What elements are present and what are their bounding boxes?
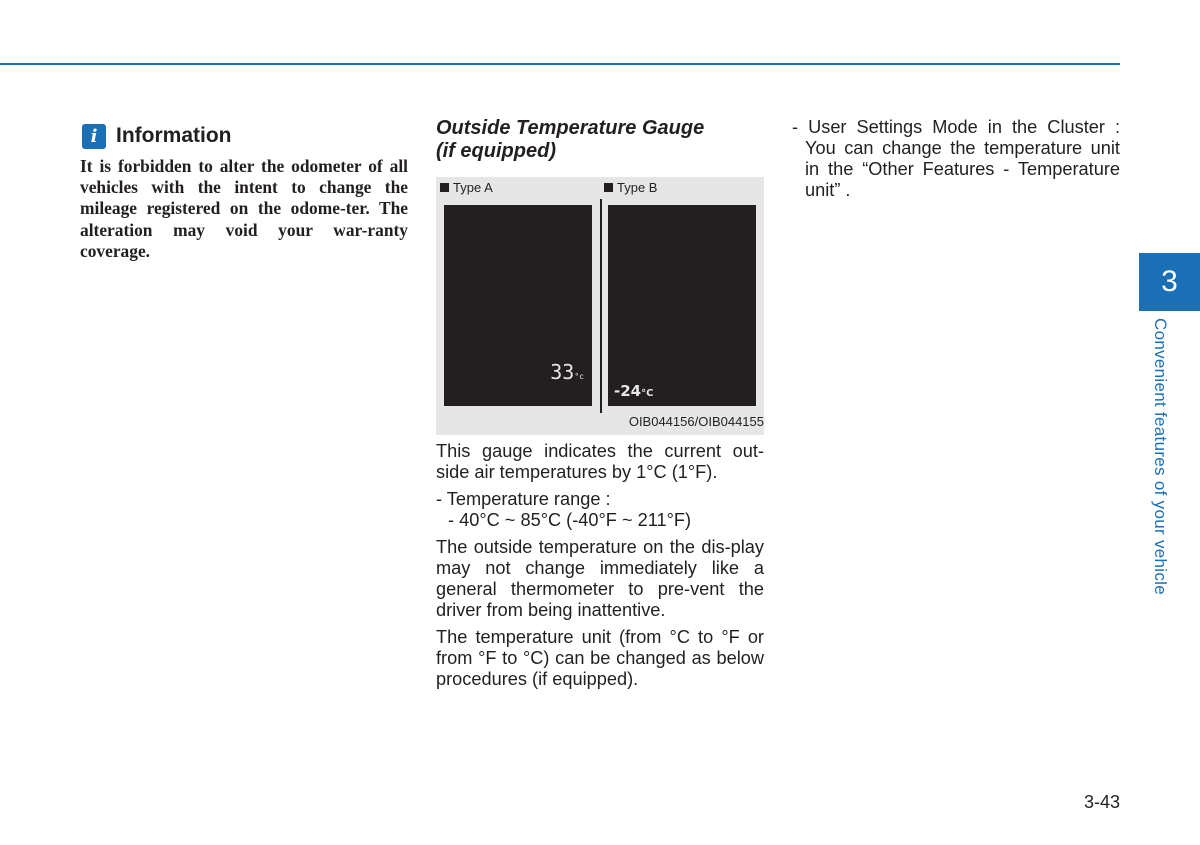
middle-column xyxy=(436,117,764,696)
section-title xyxy=(436,117,764,163)
temperature-range-value: - 40°C ~ 85°C (-40°F ~ 211°F) xyxy=(448,510,692,530)
paragraph-display-delay: The outside temperature on the dis-play may not change immediately like a general thermometer to pre-vent the driver from being inattentive. xyxy=(436,537,764,620)
type-b-text: Type B xyxy=(617,180,658,195)
display-screen-type-b xyxy=(608,205,756,406)
information-body: It is forbidden to alter the odometer of all vehicles with the intent to change the mileage registered on the odome-ter. The alteration may void your war-ranty coverage. xyxy=(80,156,408,261)
chapter-tab: 3 xyxy=(1139,253,1200,311)
user-settings-item: - User Settings Mode in the Cluster : You can change the temperature unit in the “Other Features - Temperature unit” . xyxy=(792,117,1120,200)
right-column xyxy=(792,117,1120,201)
display-screen-type-a xyxy=(444,205,592,406)
temperature-readout-b xyxy=(614,382,653,400)
square-bullet-icon xyxy=(440,183,449,192)
figure-divider xyxy=(600,199,602,413)
figure-label-type-a xyxy=(440,180,493,195)
temperature-readout-a xyxy=(550,360,584,384)
page-number: 3-43 xyxy=(1083,792,1120,812)
info-icon: i xyxy=(82,124,106,149)
temp-a-value: 33 xyxy=(550,360,575,384)
type-a-text: Type A xyxy=(453,180,493,195)
chapter-title-text: Convenient features of your vehicle xyxy=(1151,318,1170,595)
temperature-range-label: - Temperature range : xyxy=(436,489,611,509)
temp-b-unit: °C xyxy=(641,388,654,399)
section-title-line1: Outside Temperature Gauge xyxy=(436,117,705,139)
square-bullet-icon xyxy=(604,183,613,192)
figure-caption: OIB044156/OIB044155 xyxy=(628,414,764,429)
information-title: Information xyxy=(116,124,232,147)
temp-b-value: -24 xyxy=(614,382,642,400)
temperature-gauge-figure xyxy=(436,177,764,435)
information-header xyxy=(80,122,408,150)
figure-label-type-b xyxy=(604,180,657,195)
information-box xyxy=(80,122,408,262)
paragraph-unit-change: The temperature unit (from °C to °F or from °F to °C) can be changed as below procedures (if equipped). xyxy=(436,627,764,689)
section-title-line2: (if equipped) xyxy=(436,140,556,162)
chapter-side-title xyxy=(1150,318,1180,618)
top-rule xyxy=(0,63,1120,65)
temp-a-unit: °c xyxy=(574,372,584,381)
paragraph-gauge-description: This gauge indicates the current out-side air temperatures by 1°C (1°F). xyxy=(436,441,764,482)
